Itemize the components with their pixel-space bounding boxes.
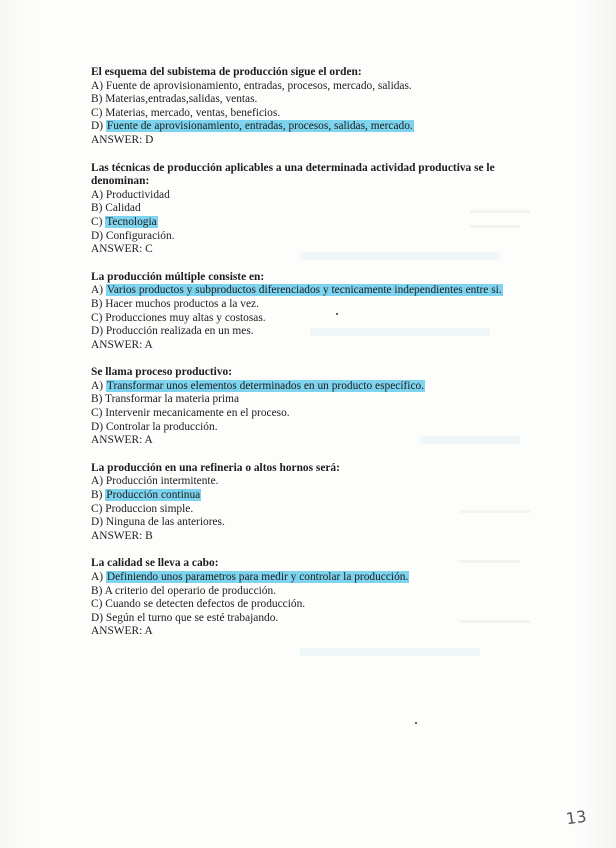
answer-key: ANSWER: A xyxy=(91,625,153,638)
option-c: C) Produccion simple. xyxy=(91,502,194,515)
option-d: D) Ninguna de las anteriores. xyxy=(91,516,225,529)
option-a: A) Varios productos y subproductos diferenciados y tecnicamente independientes entre si. xyxy=(91,284,502,297)
highlighted-answer: Varios productos y subproductos diferenciados y tecnicamente independientes entre si. xyxy=(106,284,502,297)
option-c: C) Cuando se detecten defectos de producción. xyxy=(91,598,306,611)
answer-key: ANSWER: A xyxy=(91,338,153,351)
highlighted-answer: Fuente de aprovisionamiento, entradas, procesos, salidas, mercado. xyxy=(106,120,413,133)
option-b: B) Calidad xyxy=(91,202,141,215)
stray-mark xyxy=(336,313,338,315)
question-block xyxy=(91,66,531,148)
option-b: B) Hacer muchos productos a la vez. xyxy=(91,297,259,310)
option-a: A) Fuente de aprovisionamiento, entradas, procesos, mercado, salidas. xyxy=(91,79,412,92)
option-d: D) Controlar la producción. xyxy=(91,420,218,433)
question-text: Se llama proceso productivo: xyxy=(91,366,233,379)
option-c: C) Producciones muy altas y costosas. xyxy=(91,311,266,324)
option-b: B) Materias,entradas,salidas, ventas. xyxy=(91,93,258,106)
highlighted-answer: Tecnologia xyxy=(106,215,157,228)
answer-key: ANSWER: B xyxy=(91,529,153,542)
option-d: D) Producción realizada en un mes. xyxy=(91,325,254,338)
question-text: Las técnicas de producción aplicables a una determinada actividad productiva se le denominan: xyxy=(91,161,495,188)
question-text: La producción en una refineria o altos hornos será: xyxy=(91,461,340,474)
question-block xyxy=(91,271,531,353)
highlighted-answer: Definiendo unos parametros para medir y controlar la producción. xyxy=(106,571,409,583)
question-text: El esquema del subistema de producción sigue el orden: xyxy=(91,66,362,78)
option-b: B) Producción continua xyxy=(91,489,201,502)
option-c: C) Tecnologia xyxy=(91,215,157,228)
handwritten-page-number: 13 xyxy=(564,806,588,829)
option-d: D) Según el turno que se esté trabajando. xyxy=(91,611,279,624)
highlighted-answer: Producción continua xyxy=(106,489,201,502)
option-a: A) Definiendo unos parametros para medir y controlar la producción. xyxy=(91,571,409,583)
option-a: A) Transformar unos elementos determinados en un producto específico. xyxy=(91,379,425,392)
option-c: C) Materias, mercado, ventas, beneficios. xyxy=(91,106,281,119)
option-d: D) Fuente de aprovisionamiento, entradas, procesos, salidas, mercado. xyxy=(91,120,413,133)
question-block xyxy=(91,557,531,639)
option-b: B) A criterio del operario de producción. xyxy=(91,584,277,597)
answer-key: ANSWER: C xyxy=(91,243,153,256)
option-a: A) Producción intermitente. xyxy=(91,475,219,488)
question-block xyxy=(91,366,531,448)
option-c: C) Intervenir mecanicamente en el proceso. xyxy=(91,407,290,420)
question-text: La calidad se lleva a cabo: xyxy=(91,557,219,570)
answer-key: ANSWER: D xyxy=(91,133,154,146)
option-b: B) Transformar la materia prima xyxy=(91,393,240,406)
question-text: La producción múltiple consiste en: xyxy=(91,270,265,283)
answer-key: ANSWER: A xyxy=(91,434,153,447)
question-list xyxy=(91,66,531,653)
option-d: D) Configuración. xyxy=(91,229,175,242)
option-a: A) Productividad xyxy=(91,188,170,201)
question-block xyxy=(91,462,531,544)
highlighted-answer: Transformar unos elementos determinados en un producto específico. xyxy=(106,379,425,392)
question-block xyxy=(91,162,531,257)
stray-mark xyxy=(415,722,417,724)
